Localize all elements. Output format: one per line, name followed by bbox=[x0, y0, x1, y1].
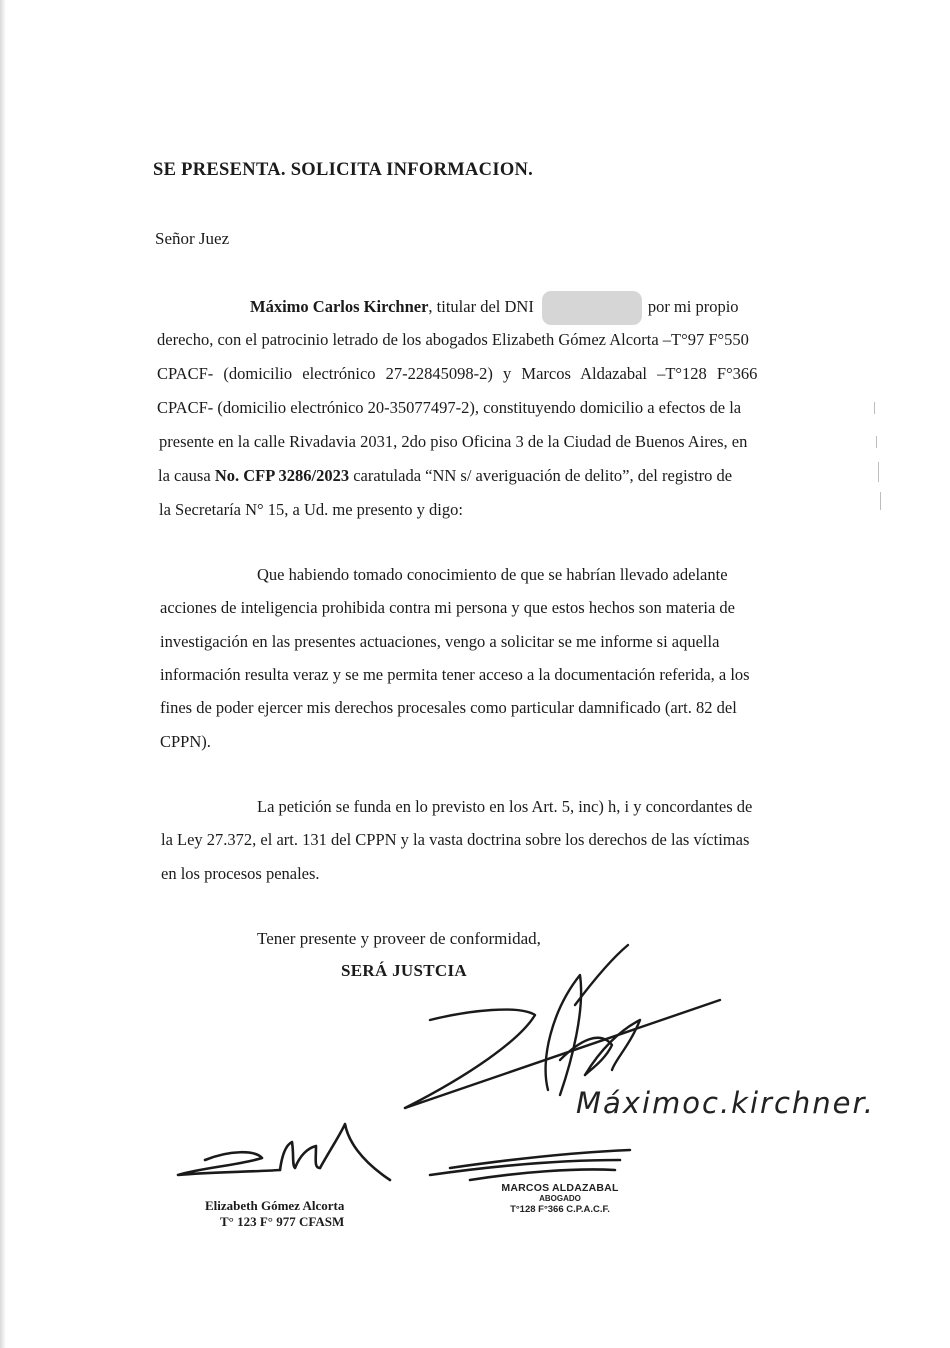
paragraph-3-line-1: La petición se funda en lo previsto en los Art. 5, inc) h, i y concordantes de bbox=[257, 797, 753, 816]
case-number: No. CFP 3286/2023 bbox=[214, 466, 350, 485]
paragraph-2-line-6: CPPN). bbox=[160, 732, 211, 751]
petitioner-name: Máximo Carlos Kirchner bbox=[250, 297, 429, 316]
paragraph-1-line-5: presente en la calle Rivadavia 2031, 2do piso Oficina 3 de la Ciudad de Buenos Aires, en bbox=[159, 432, 748, 451]
left-stamp-registration: T° 123 F° 977 CFASM bbox=[220, 1214, 345, 1229]
paragraph-3-line-2: la Ley 27.372, el art. 131 del CPPN y la vasta doctrina sobre los derechos de las víctimas bbox=[161, 830, 750, 849]
paragraph-2-line-2: acciones de inteligencia prohibida contra mi persona y que estos hechos son materia de bbox=[160, 598, 736, 617]
paragraph-1-line-7: la Secretaría N° 15, a Ud. me presento y digo: bbox=[159, 500, 463, 519]
left-lawyer-signature bbox=[178, 1124, 390, 1180]
right-stamp bbox=[490, 1182, 630, 1215]
right-stamp-name: MARCOS ALDAZABAL bbox=[501, 1182, 619, 1194]
paragraph-1-line-1 bbox=[250, 297, 840, 317]
dni-redaction bbox=[542, 291, 642, 325]
scan-mark bbox=[876, 436, 877, 448]
paragraph-1-line-4: CPACF- (domicilio electrónico 20-35077497-2), constituyendo domicilio a efectos de la bbox=[157, 398, 742, 417]
paragraph-2-line-4: información resulta veraz y se me permita tener acceso a la documentación referida, a los bbox=[160, 665, 750, 684]
scan-mark bbox=[874, 402, 875, 414]
right-stamp-registration: T°128 F°366 C.P.A.C.F. bbox=[510, 1204, 610, 1215]
closing-line-2: SERÁ JUSTCIA bbox=[341, 961, 467, 980]
paragraph-1-line-3: CPACF- (domicilio electrónico 27-22845098-2) y Marcos Aldazabal –T°128 F°366 bbox=[157, 364, 758, 383]
right-lawyer-signature bbox=[430, 1150, 630, 1180]
closing-line-1: Tener presente y proveer de conformidad, bbox=[257, 929, 541, 948]
paragraph-2-line-1: Que habiendo tomado conocimiento de que se habrían llevado adelante bbox=[257, 565, 728, 584]
paragraph-1-line-2: derecho, con el patrocinio letrado de los abogados Elizabeth Gómez Alcorta –T°97 F°550 bbox=[157, 330, 749, 349]
paragraph-2-line-3: investigación en las presentes actuaciones, vengo a solicitar se me informe si aquella bbox=[160, 632, 720, 651]
paragraph-1-line-1-text: , titular del DNI bbox=[428, 297, 534, 316]
paragraph-3-line-3: en los procesos penales. bbox=[161, 864, 320, 883]
page-edge-shadow bbox=[0, 0, 6, 1348]
paragraph-2-line-5: fines de poder ejercer mis derechos procesales como particular damnificado (art. 82 del bbox=[160, 698, 737, 717]
right-stamp-role: ABOGADO bbox=[539, 1194, 581, 1203]
paragraph-1-line-6 bbox=[158, 466, 732, 486]
paragraph-1-line-1-end: por mi propio bbox=[647, 297, 739, 316]
greeting: Señor Juez bbox=[155, 229, 230, 248]
scan-mark bbox=[880, 492, 881, 510]
handwritten-petitioner-name: Máximoc.kirchner. bbox=[576, 1086, 875, 1120]
paragraph-1-line-6-b: caratulada “NN s/ averiguación de delito”, del registro de bbox=[349, 466, 733, 485]
paragraph-1-line-6-a: la causa bbox=[158, 466, 215, 485]
left-stamp-name: Elizabeth Gómez Alcorta bbox=[205, 1198, 345, 1213]
document-title: SE PRESENTA. SOLICITA INFORMACION. bbox=[153, 160, 534, 180]
scan-mark bbox=[878, 462, 879, 482]
